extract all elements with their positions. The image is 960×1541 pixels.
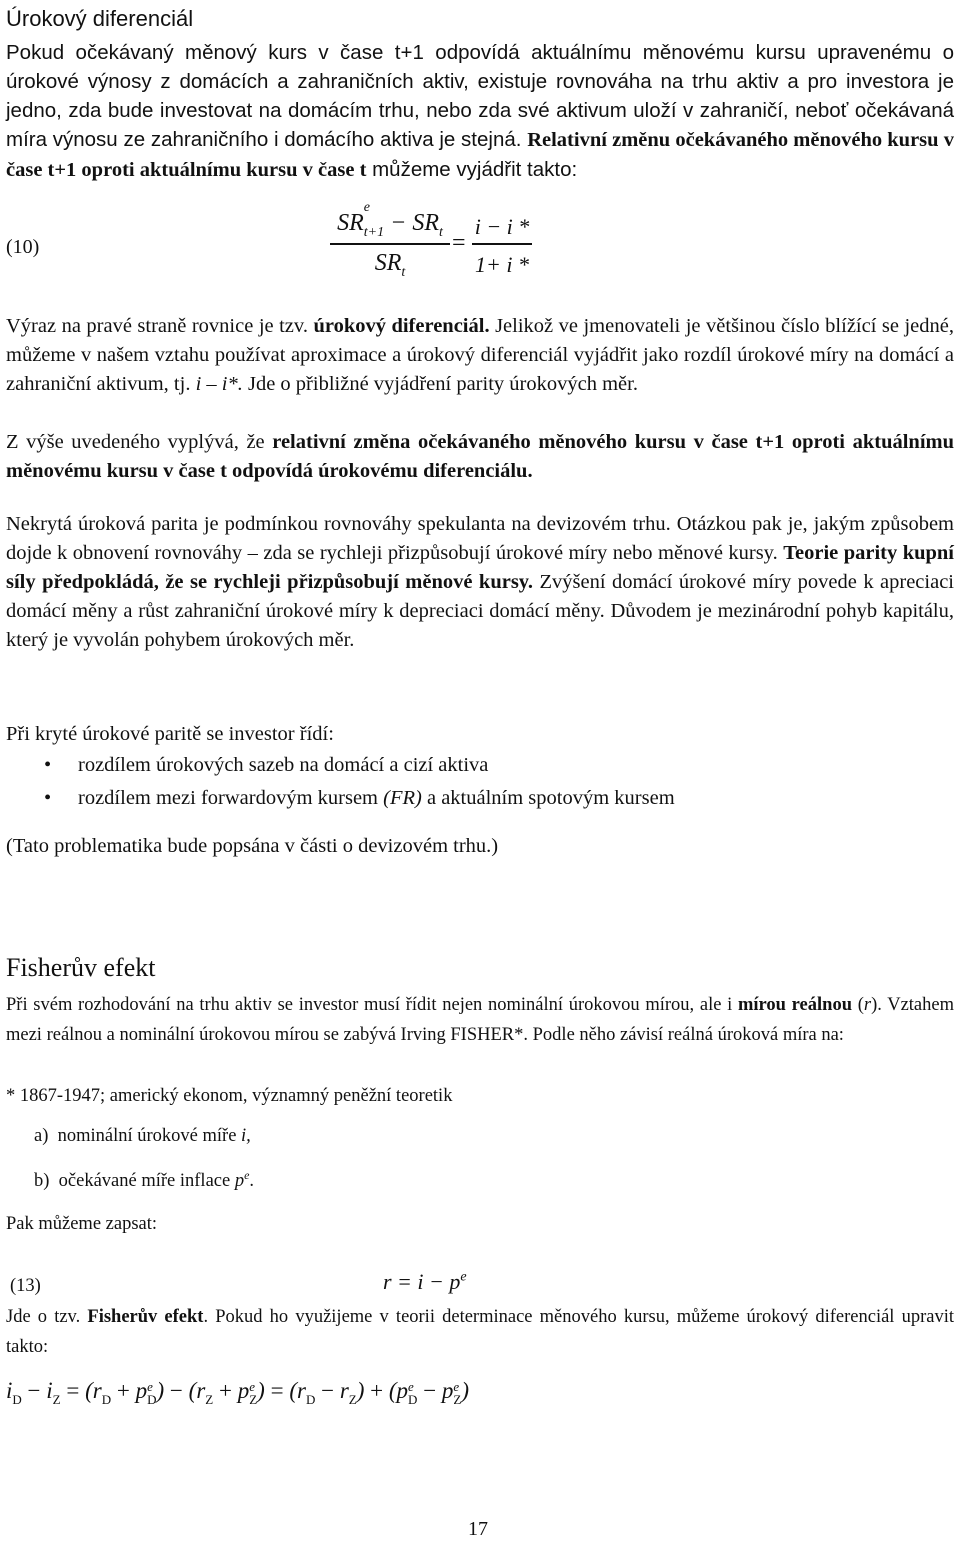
- equation-10-rhs-numerator: i − i *: [474, 214, 530, 239]
- equation-token: =: [66, 1378, 80, 1403]
- paragraph-uncovered-parity: Nekrytá úroková parita je podmínkou rovnováhy spekulanta na devizovém trhu. Otázkou pak je, jakým způsobem dojde k obnovení rovnováhy – zda se rychleji přizpůsobují úrokové míry nebo měnové kursy. Teorie parity kupní síly předpokládá, že se rychleji přizpůsobují měnové kursy. Zvýšení domácí úrokové míry povede k apreciaci domácí měny a růst zahraniční úrokové míry k depreciaci domácí měny. Důvodem je mezinárodní pohyb kapitálu, který je vyvolán pohybem úrokových měr.: [6, 513, 954, 651]
- paragraph-intro-text: Pokud očekávaný měnový kurs v čase t+1 odpovídá aktuálnímu měnovému kursu upravenému o úrokové výnosy z domácích a zahraničních aktiv, existuje rovnováha na trhu aktiv a pro investora je jedno, zda bude investovat na domácím trhu, nebo zda své aktivum uloží v zahraničí, neboť očekávaná míra výnosu ze zahraničního i domácího aktiva je stejná.: [6, 41, 954, 151]
- paragraph-note: (Tato problematika bude popsána v části o devizovém trhu.): [6, 835, 499, 857]
- equation-token: r Z ): [339, 1378, 365, 1407]
- paragraph-intro-bold: Relativní změnu očekávaného měnového kursu v čase t+1 oproti aktuálnímu kursu v čase t: [6, 129, 954, 181]
- equation-token: +: [370, 1378, 384, 1403]
- equation-token: =: [270, 1378, 284, 1403]
- paragraph-definition: Výraz na pravé straně rovnice je tzv. úrokový diferenciál. Jelikož ve jmenovateli je většinou číslo blížící se jedné, můžeme v našem vztahu používat aproximace a úrokový diferenciál vyjádřit jako rozdíl úrokové míry na domácí a zahraniční aktivum, tj. i – i*. Jde o přibližné vyjádření parity úrokových měr.: [6, 315, 954, 395]
- equation-10-rhs-denominator: 1+ i *: [475, 252, 529, 277]
- equation-10-lhs-denominator: $SR_t$: [374, 250, 406, 280]
- paragraph-intro-tail: můžeme vyjádřit takto:: [366, 158, 578, 181]
- equation-interest-differential: [6, 1378, 469, 1406]
- equation-token: p e Z ): [237, 1378, 265, 1407]
- paragraph-fisher-effect: Jde o tzv. Fisherův efekt. Pokud ho využijeme v teorii determinace měnového kursu, můžeme úrokový diferenciál upravit takto:: [6, 1307, 954, 1357]
- paragraph-lead-in: Pak můžeme zapsat:: [6, 1214, 158, 1234]
- list-item: • rozdílem mezi forwardovým kursem (FR) a aktuálním spotovým kursem: [6, 783, 954, 816]
- equation-token: (r Z: [188, 1378, 214, 1407]
- equation-token: i Z: [46, 1378, 61, 1407]
- equation-13-number: (13): [10, 1276, 41, 1296]
- equation-10-rhs-fraction-bar: [472, 243, 532, 245]
- equation-token: (r D: [289, 1378, 316, 1407]
- equation-token: −: [169, 1378, 183, 1403]
- list-item-b: b) očekávané míře inflace $p^e$.: [34, 1168, 255, 1192]
- equation-interest-differential-body: [6, 1378, 470, 1407]
- equation-token: (p e D: [388, 1378, 418, 1407]
- equation-token: +: [116, 1378, 130, 1403]
- bullet-list: [6, 750, 954, 816]
- equation-token: −: [423, 1378, 437, 1403]
- paragraph-intro: [6, 38, 954, 185]
- section-heading-fisheruv-efekt: Fisherův efekt: [6, 953, 156, 982]
- equation-token: p e Z ): [441, 1378, 470, 1407]
- paragraph-fisher-intro: Při svém rozhodování na trhu aktiv se investor musí řídit nejen nominální úrokovou mírou, ale i mírou reálnou (r). Vztahem mezi reálnou a nominální úrokovou mírou se zabývá Irving FISHER*. Podle něho závisí reálná úroková míra na:: [6, 995, 954, 1045]
- paragraph-conclusion: Z výše uvedeného vyplývá, že relativní změna očekávaného měnového kursu v čase t+1 oproti aktuálnímu měnovému kursu v čase t odpovídá úrokovému diferenciálu.: [6, 431, 954, 482]
- equation-token: (r D: [85, 1378, 112, 1407]
- equation-token: i D: [6, 1378, 22, 1407]
- equation-token: p e D ): [135, 1378, 165, 1407]
- equation-10-lhs-fraction-bar: [330, 243, 450, 245]
- page-number: 17: [468, 1518, 488, 1540]
- equation-10-lhs-numerator: SR e $_{t+1} - SR_t$: [337, 200, 443, 240]
- equation-13: $r = i - p^e$: [383, 1269, 467, 1294]
- section-heading-urokovy-diferencial: Úrokový diferenciál: [6, 6, 194, 31]
- equation-token: −: [27, 1378, 41, 1403]
- list-item: • rozdílem úrokových sazeb na domácí a cizí aktiva: [6, 750, 954, 783]
- equation-10-equals: =: [452, 230, 466, 256]
- equation-token: +: [218, 1378, 232, 1403]
- list-item-a: a) nominální úrokové míře i,: [34, 1126, 251, 1146]
- paragraph-covered-parity: Při kryté úrokové paritě se investor řídí:: [6, 723, 334, 745]
- equation-10-number: (10): [6, 236, 40, 258]
- footnote: * 1867-1947; americký ekonom, významný peněžní teoretik: [6, 1086, 453, 1106]
- equation-token: −: [321, 1378, 335, 1403]
